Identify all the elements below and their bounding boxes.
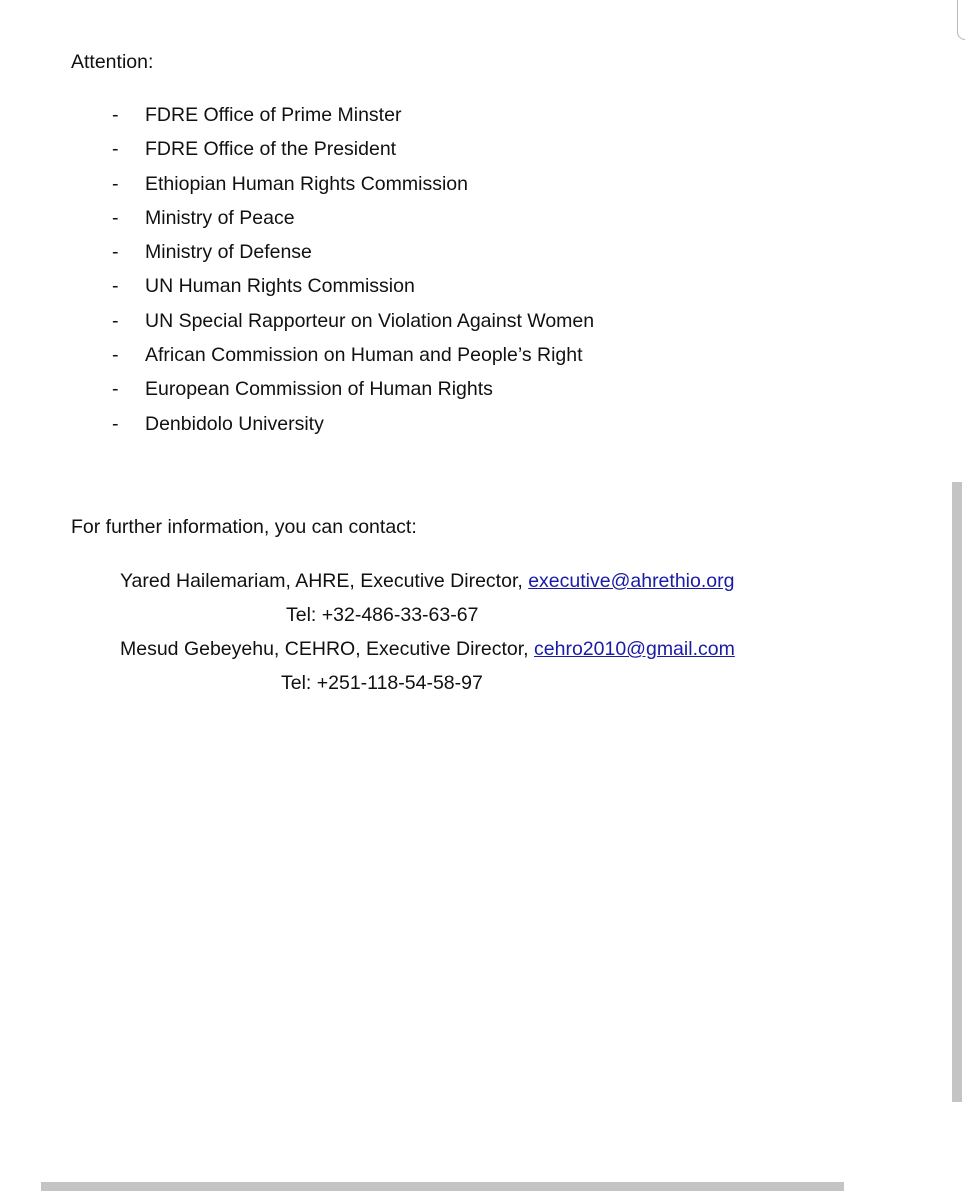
recipient-name: Ministry of Peace	[145, 206, 295, 229]
bullet-dash: -	[112, 309, 119, 332]
contact-phone-ahre: Tel: +32-486-33-63-67	[286, 604, 479, 626]
recipient-name: Ministry of Defense	[145, 241, 312, 264]
bullet-dash: -	[112, 344, 119, 367]
recipient-name: FDRE Office of the President	[145, 138, 397, 161]
bullet-dash: -	[112, 206, 119, 229]
contact-name-title: Mesud Gebeyehu, CEHRO, Executive Director,	[120, 638, 535, 660]
bullet-dash: -	[112, 104, 119, 126]
list-item	[112, 377, 594, 411]
contact-phone-cehro: Tel: +251-118-54-58-97	[281, 672, 483, 694]
list-item	[112, 412, 594, 446]
attention-heading: Attention:	[71, 51, 154, 73]
recipient-name: UN Special Rapporteur on Violation Against Women	[145, 309, 595, 332]
email-link-cehro[interactable]: cehro2010@gmail.com	[534, 638, 735, 660]
list-item	[112, 309, 594, 343]
recipient-name: Ethiopian Human Rights Commission	[145, 172, 468, 195]
bullet-dash: -	[112, 172, 119, 195]
bullet-dash: -	[112, 241, 119, 264]
email-link-ahre[interactable]: executive@ahrethio.org	[528, 570, 735, 592]
recipient-name: African Commission on Human and People’s Right	[145, 344, 583, 367]
list-item	[112, 206, 594, 240]
horizontal-scrollbar[interactable]	[41, 1182, 844, 1191]
list-item	[112, 274, 594, 308]
recipient-name: European Commission of Human Rights	[145, 378, 493, 401]
recipient-name: UN Human Rights Commission	[145, 275, 415, 298]
contact-line-ahre	[120, 569, 734, 593]
recipient-name: Denbidolo University	[145, 412, 324, 435]
vertical-scrollbar[interactable]	[952, 482, 962, 1102]
contact-heading: For further information, you can contact:	[71, 516, 417, 538]
contact-name-title: Yared Hailemariam, AHRE, Executive Director,	[120, 570, 529, 592]
list-item	[112, 103, 594, 137]
list-item	[112, 172, 594, 206]
list-item	[112, 240, 594, 274]
recipient-list	[112, 103, 594, 446]
bullet-dash: -	[112, 138, 119, 161]
contact-line-cehro	[120, 637, 735, 661]
bullet-dash: -	[112, 412, 119, 435]
bullet-dash: -	[112, 378, 119, 401]
list-item	[112, 343, 594, 377]
corner-tab[interactable]	[957, 0, 965, 40]
list-item	[112, 137, 594, 171]
bullet-dash: -	[112, 275, 119, 298]
recipient-name: FDRE Office of Prime Minster	[145, 104, 402, 126]
